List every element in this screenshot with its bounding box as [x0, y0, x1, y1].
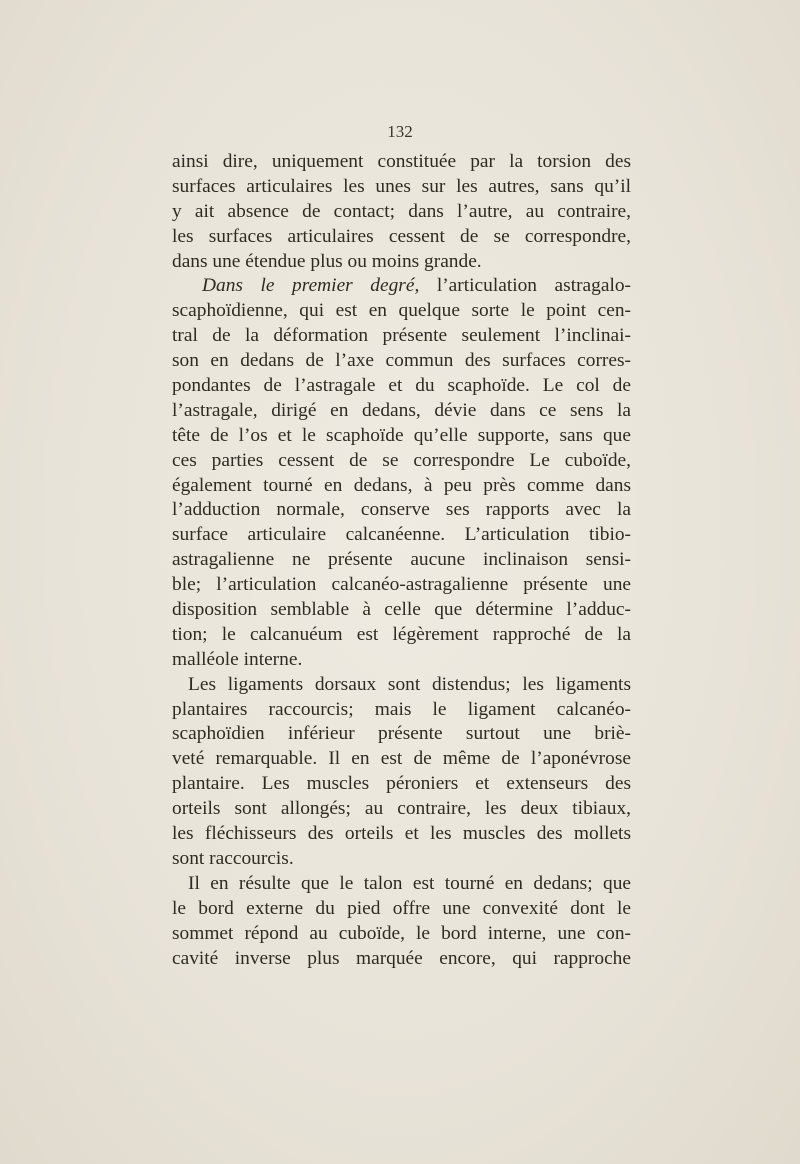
text-line: pondantes de l’astragale et du scaphoïde. Le col de — [172, 375, 631, 397]
text-line: surface articulaire calcanéenne. L’articulation tibio- — [172, 524, 631, 546]
text-line: Dans le premier degré, l’articulation astragalo- — [202, 275, 631, 297]
text-line: scaphoïdienne, qui est en quelque sorte le point cen- — [172, 300, 631, 322]
text-line: tête de l’os et le scaphoïde qu’elle supporte, sans que — [172, 424, 631, 446]
text-line: son en dedans de l’axe commun des surfaces corres- — [172, 350, 631, 372]
text-line: astragalienne ne présente aucune inclinaison sensi- — [172, 549, 631, 571]
text-line: les fléchisseurs des orteils et les muscles des mollets — [172, 823, 631, 845]
text-line: dans une étendue plus ou moins grande. — [172, 250, 482, 272]
text-line: surfaces articulaires les unes sur les autres, sans qu’il — [172, 175, 631, 197]
body-text — [172, 150, 631, 971]
text-line: plantaires raccourcis; mais le ligament calcanéo- — [172, 698, 631, 720]
text-line: sommet répond au cuboïde, le bord interne, une con- — [172, 922, 631, 944]
text-line: veté remarquable. Il en est de même de l’aponévrose — [172, 748, 631, 770]
text-line: orteils sont allongés; au contraire, les deux tibiaux, — [172, 798, 631, 820]
text-line: les surfaces articulaires cessent de se correspondre, — [172, 225, 631, 247]
text-line: tral de la déformation présente seulement l’inclinai- — [172, 325, 631, 347]
page-number: 132 — [387, 122, 413, 141]
text-line: y ait absence de contact; dans l’autre, au contraire, — [172, 200, 631, 222]
text-line: plantaire. Les muscles péroniers et extenseurs des — [172, 773, 631, 795]
text-line: malléole interne. — [172, 648, 303, 670]
text-line: scaphoïdien inférieur présente surtout une briè- — [172, 723, 631, 745]
text-line: Les ligaments dorsaux sont distendus; les ligaments — [188, 673, 631, 695]
text-line: l’astragale, dirigé en dedans, dévie dans ce sens la — [172, 399, 631, 421]
text-line: tion; le calcanuéum est légèrement rapproché de la — [172, 623, 631, 645]
text-line: le bord externe du pied offre une convexité dont le — [172, 897, 631, 919]
text-line: ces parties cessent de se correspondre Le cuboïde, — [172, 449, 631, 471]
text-line: Il en résulte que le talon est tourné en dedans; que — [188, 872, 631, 894]
text-line: ble; l’articulation calcanéo-astragalienne présente une — [172, 574, 631, 596]
text-line: ainsi dire, uniquement constituée par la torsion des — [172, 151, 631, 172]
text-line: disposition semblable à celle que détermine l’adduc- — [172, 599, 631, 621]
text-line: sont raccourcis. — [172, 847, 294, 869]
text-line: cavité inverse plus marquée encore, qui rapproche — [172, 947, 631, 969]
text-line: également tourné en dedans, à peu près comme dans — [172, 474, 631, 496]
text-line: l’adduction normale, conserve ses rapports avec la — [172, 499, 631, 521]
